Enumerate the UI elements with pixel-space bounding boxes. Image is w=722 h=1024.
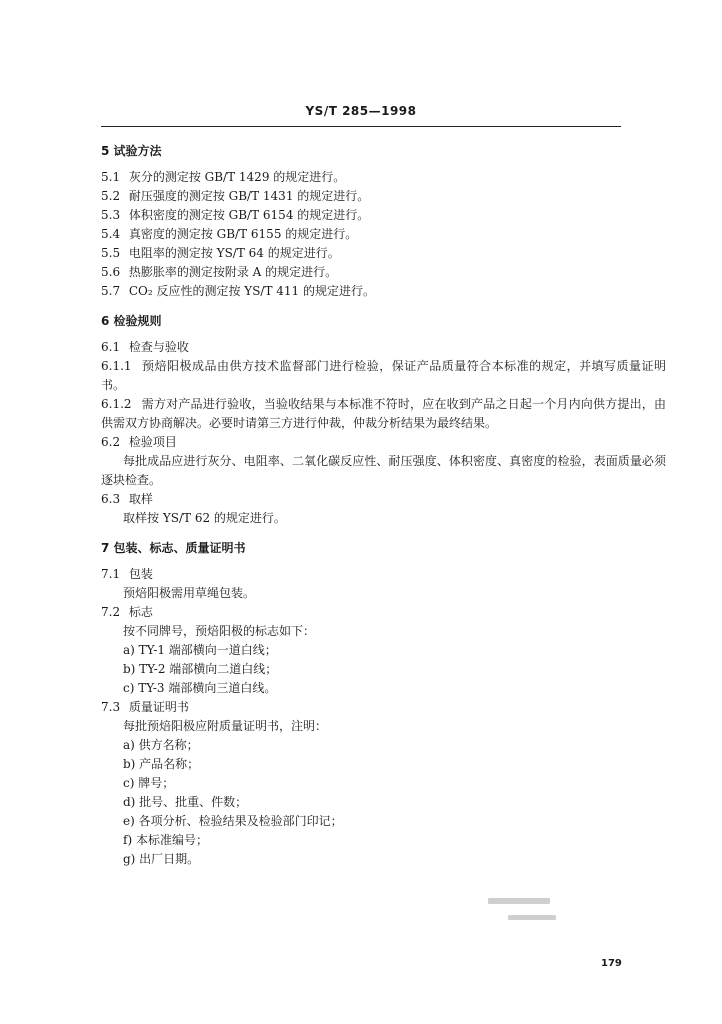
list-item: b) TY-2 端部横向二道白线； xyxy=(123,662,278,676)
clause-6-1: 6.1 检查与验收 xyxy=(101,340,189,354)
page-number: 179 xyxy=(601,958,622,969)
clause-5-5: 5.5 电阻率的测定按 YS/T 64 的规定进行。 xyxy=(101,246,340,260)
clause-6-3: 6.3 取样 xyxy=(101,492,153,506)
section-5-list xyxy=(101,168,666,301)
list-item: b) 产品名称； xyxy=(123,757,200,771)
clause-5-1: 5.1 灰分的测定按 GB/T 1429 的规定进行。 xyxy=(101,170,346,184)
list-item: f) 本标准编号； xyxy=(123,833,208,847)
list-item: g) 出厂日期。 xyxy=(123,852,200,866)
clause-6-2: 6.2 检验项目 xyxy=(101,435,177,449)
clause-5-6: 5.6 热膨胀率的测定按附录 A 的规定进行。 xyxy=(101,265,338,279)
section-6-title: 6 检验规则 xyxy=(101,314,162,328)
clause-5-3: 5.3 体积密度的测定按 GB/T 6154 的规定进行。 xyxy=(101,208,370,222)
clause-5-4: 5.4 真密度的测定按 GB/T 6155 的规定进行。 xyxy=(101,227,358,241)
clause-6-1-2: 6.1.2 需方对产品进行验收，当验收结果与本标准不符时，应在收到产品之日起一个月内向供方提出，由供需双方协商解决。必要时请第三方进行仲裁，仲裁分析结果为最终结果。 xyxy=(101,397,666,430)
clause-6-1-1: 6.1.1 预焙阳极成品由供方技术监督部门进行检验，保证产品质量符合本标准的规定，并填写质量证明书。 xyxy=(101,359,666,392)
clause-7-1-text: 预焙阳极需用草绳包装。 xyxy=(123,586,256,600)
list-item: e) 各项分析、检验结果及检验部门印记； xyxy=(123,814,343,828)
clause-6-2-text: 每批成品应进行灰分、电阻率、二氧化碳反应性、耐压强度、体积密度、真密度的检验，表面质量必须逐块检查。 xyxy=(101,454,666,487)
scan-smudge xyxy=(488,898,550,904)
document-body xyxy=(101,142,666,869)
section-5-title: 5 试验方法 xyxy=(101,144,162,158)
clause-6-3-text: 取样按 YS/T 62 的规定进行。 xyxy=(123,511,286,525)
clause-7-2-text: 按不同牌号，预焙阳极的标志如下： xyxy=(123,624,316,638)
list-item: c) 牌号； xyxy=(123,776,175,790)
header-rule xyxy=(101,126,621,127)
clause-5-7: 5.7 CO₂ 反应性的测定按 YS/T 411 的规定进行。 xyxy=(101,284,376,298)
standard-code-header: YS/T 285—1998 xyxy=(305,104,417,118)
section-7-title: 7 包装、标志、质量证明书 xyxy=(101,541,246,555)
clause-7-3-text: 每批预焙阳极应附质量证明书，注明： xyxy=(123,719,328,733)
list-item: c) TY-3 端部横向三道白线。 xyxy=(123,681,277,695)
clause-7-2: 7.2 标志 xyxy=(101,605,153,619)
list-item: a) 供方名称； xyxy=(123,738,199,752)
list-item: a) TY-1 端部横向一道白线； xyxy=(123,643,277,657)
clause-7-1: 7.1 包装 xyxy=(101,567,153,581)
scan-smudge xyxy=(508,915,556,920)
clause-5-2: 5.2 耐压强度的测定按 GB/T 1431 的规定进行。 xyxy=(101,189,370,203)
clause-7-3: 7.3 质量证明书 xyxy=(101,700,189,714)
list-item: d) 批号、批重、件数； xyxy=(123,795,248,809)
